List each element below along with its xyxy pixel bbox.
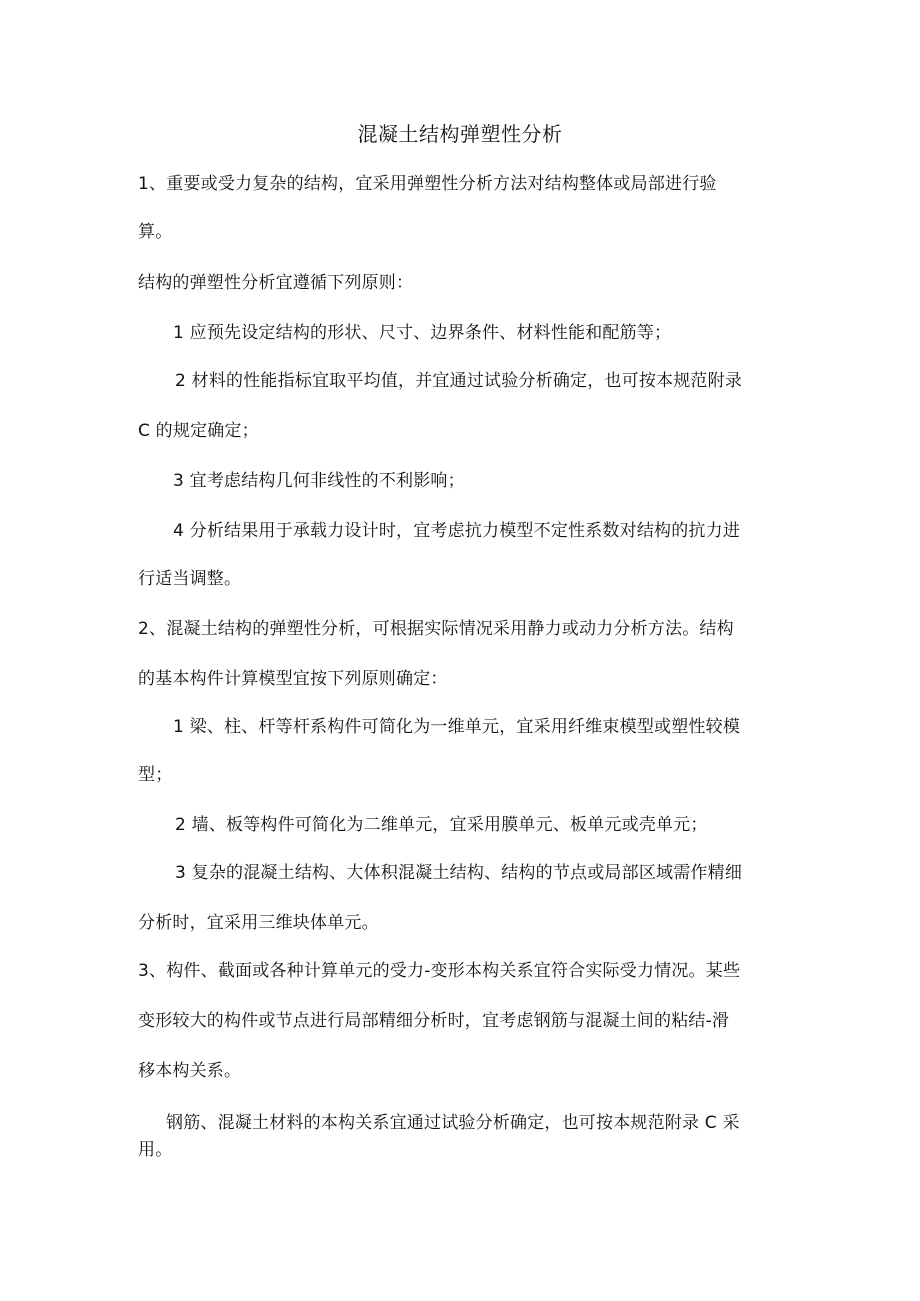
paragraph-line: 型； bbox=[138, 765, 173, 785]
paragraph-line: 3、构件、截面或各种计算单元的受力-变形本构关系宜符合实际受力情况。某些 bbox=[138, 961, 741, 981]
paragraph-line: 结构的弹塑性分析宜遵循下列原则： bbox=[138, 273, 414, 293]
paragraph-line: 1 梁、柱、杆等杆系构件可简化为一维单元，宜采用纤维束模型或塑性较模 bbox=[173, 717, 741, 737]
paragraph-line: 1 应预先设定结构的形状、尺寸、边界条件、材料性能和配筋等； bbox=[173, 323, 672, 343]
paragraph-line: C 的规定确定； bbox=[138, 421, 259, 441]
paragraph-line: 2、混凝土结构的弹塑性分析，可根据实际情况采用静力或动力分析方法。结构 bbox=[138, 619, 734, 639]
paragraph-line: 分析时，宜采用三维块体单元。 bbox=[138, 913, 379, 933]
paragraph-line: 钢筋、混凝土材料的本构关系宜通过试验分析确定，也可按本规范附录 C 采 bbox=[166, 1113, 740, 1133]
paragraph-line: 变形较大的构件或节点进行局部精细分析时，宜考虑钢筋与混凝土间的粘结-滑 bbox=[138, 1011, 730, 1031]
paragraph-line: 3 宜考虑结构几何非线性的不利影响； bbox=[173, 471, 465, 491]
paragraph-line: 的基本构件计算模型宜按下列原则确定： bbox=[138, 669, 448, 689]
document-title: 混凝土结构弹塑性分析 bbox=[357, 122, 563, 146]
paragraph-line: 2 墙、板等构件可简化为二维单元，宜采用膜单元、板单元或壳单元； bbox=[175, 815, 708, 835]
paragraph-line: 4 分析结果用于承载力设计时，宜考虑抗力模型不定性系数对结构的抗力进 bbox=[173, 521, 741, 541]
paragraph-line: 移本构关系。 bbox=[138, 1061, 242, 1081]
paragraph-line: 1、重要或受力复杂的结构，宜采用弹塑性分析方法对结构整体或局部进行验 bbox=[138, 174, 717, 194]
paragraph-line: 3 复杂的混凝土结构、大体积混凝土结构、结构的节点或局部区域需作精细 bbox=[175, 863, 743, 883]
paragraph-line: 算。 bbox=[138, 222, 173, 242]
paragraph-line: 2 材料的性能指标宜取平均值，并宜通过试验分析确定，也可按本规范附录 bbox=[175, 371, 743, 391]
paragraph-line: 用。 bbox=[138, 1140, 173, 1160]
paragraph-line: 行适当调整。 bbox=[138, 569, 242, 589]
